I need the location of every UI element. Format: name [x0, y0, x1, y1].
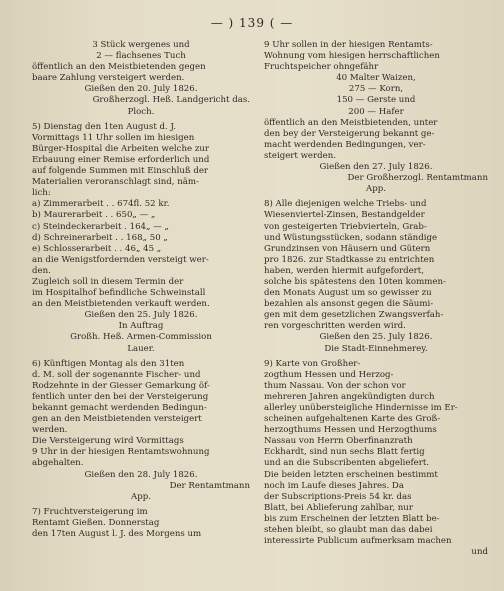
- right-column-line: gen mit dem gesetzlichen Zwangsverfah-: [264, 310, 444, 321]
- left-column-line: den 17ten August l. J. des Morgens um: [32, 529, 202, 540]
- left-column-line: abgehalten.: [32, 458, 84, 469]
- right-column-line: steigert werden.: [264, 150, 336, 161]
- left-column-line: Vormittags 11 Uhr sollen im hiesigen: [32, 132, 195, 143]
- left-column-line: fentlich unter den bei der Versteigerung: [32, 391, 209, 402]
- left-column-line: Gießen den 20. July 1826.: [84, 84, 198, 95]
- right-column-line: von gesteigerten Triebvierteln, Grab-: [264, 221, 427, 232]
- right-column-line: 275 — Korn,: [348, 84, 404, 95]
- left-column-line: gen an den Meistbietenden versteigert: [32, 414, 202, 425]
- left-column-line: öffentlich an den Meistbietenden gegen: [32, 62, 206, 73]
- right-column-line: noch im Laufe dieses Jahres. Da: [264, 480, 404, 491]
- right-column-line: 9 Uhr sollen in der hiesigen Rentamts-: [264, 40, 433, 50]
- right-column-line: allerley unübersteigliche Hindernisse im Er-: [264, 403, 458, 413]
- page-header: — ) 139 ( —: [210, 16, 294, 30]
- right-column-line: interessirte Publicum aufmerksam machen: [264, 536, 452, 547]
- left-column-line: 3 Stück wergenes und: [92, 40, 190, 50]
- right-column-line: haben, werden hiermit aufgefordert,: [264, 265, 424, 276]
- left-column-line: d) Schreinerarbeit . . 168„ 50 „: [32, 232, 168, 243]
- left-column-line: an den Meistbietenden verkauft werden.: [32, 299, 210, 310]
- right-column-line: Gießen den 25. July 1826.: [319, 332, 433, 343]
- left-column-line: a) Zimmerarbeit . . 674fl. 52 kr.: [32, 199, 170, 210]
- right-column-line: Nassau von Herrn Oberfinanzrath: [264, 436, 413, 447]
- right-column-line: herzogthums Hessen und Herzogthums: [264, 425, 437, 436]
- left-column-line: Die Versteigerung wird Vormittags: [32, 436, 184, 447]
- left-column-line: Rodzehnte in der Giesser Gemarkung öf-: [32, 380, 210, 391]
- left-column-line: den.: [32, 265, 51, 276]
- left-column-line: Gießen den 25. July 1826.: [84, 310, 198, 321]
- left-column-line: an die Wenigstfordernden versteigt wer-: [32, 254, 209, 265]
- left-column-line: Ploch.: [127, 106, 155, 117]
- left-column-line: Gießen den 28. July 1826.: [84, 469, 198, 480]
- right-column-line: den bey der Versteigerung bekannt ge-: [264, 128, 435, 139]
- right-column-line: zogthum Hessen und Herzog-: [264, 369, 394, 380]
- right-column-line: 40 Malter Waizen,: [336, 73, 416, 84]
- right-column-line: 150 — Gerste und: [336, 95, 416, 106]
- right-column-line: und: [471, 547, 488, 558]
- right-column-line: Gießen den 27. July 1826.: [319, 162, 433, 173]
- right-column: [264, 40, 488, 558]
- right-column-line: Fruchtspeicher ohngefähr: [264, 62, 379, 73]
- left-column-line: Großherzogl. Heß. Landgericht das.: [92, 95, 250, 106]
- right-column-line: 8) Alle diejenigen welche Triebs- und: [264, 199, 427, 210]
- left-column: [32, 40, 250, 540]
- left-column-line: Erbauung einer Remise erforderlich und: [32, 154, 210, 165]
- left-column-line: im Hospitalhof befindliche Schweinstall: [32, 288, 206, 299]
- left-column-line: 9 Uhr in der hiesigen Rentamtswohnung: [32, 447, 210, 458]
- left-column-line: e) Schlosserarbeit . . 46„ 45 „: [32, 243, 162, 254]
- right-column-line: mehreren Jahren angekündigten durch: [264, 391, 435, 402]
- right-column-line: macht werdenden Bedingungen, ver-: [264, 139, 426, 150]
- left-column-line: baare Zahlung versteigert werden.: [32, 73, 185, 84]
- left-column-line: 5) Dienstag den 1ten August d. J.: [32, 121, 177, 132]
- left-column-line: Lauer.: [127, 343, 155, 354]
- right-column-line: Wiesenviertel-Zinsen, Bestandgelder: [264, 210, 425, 221]
- right-column-line: App.: [366, 184, 386, 195]
- left-column-line: b) Maurerarbeit . . 650„ — „: [32, 210, 156, 221]
- left-column-line: Rentamt Gießen. Donnerstag: [32, 517, 160, 528]
- right-column-line: solche bis spätestens den 10ten kommen-: [264, 276, 446, 287]
- left-column-line: 7) Fruchtversteigerung im: [32, 506, 148, 517]
- left-column-line: werden.: [32, 425, 68, 436]
- left-column-line: Zugleich soll in diesem Termin der: [32, 276, 184, 287]
- left-column-line: d. M. soll der sogenannte Fischer- und: [32, 369, 201, 380]
- right-column-line: ren vorgeschritten werden wird.: [264, 321, 406, 332]
- right-column-line: den Monats August um so gewisser zu: [264, 288, 432, 299]
- right-column-line: und an die Subscribenten abgeliefert.: [264, 458, 430, 469]
- right-column-line: Die Stadt-Einnehmerey.: [324, 343, 428, 354]
- right-column-line: der Subscriptions-Preis 54 kr. das: [264, 491, 412, 502]
- right-column-line: und Wüstungsstücken, sodann ständige: [264, 232, 438, 243]
- right-column-line: Grundzinsen von Häusern und Gütern: [264, 243, 431, 254]
- left-column-line: bekannt gemacht werdenden Bedingun-: [32, 403, 207, 413]
- right-column-line: scheinen aufgehaltenen Karte des Groß-: [264, 414, 441, 425]
- right-column-line: bis zum Erscheinen der letzten Blatt be-: [264, 513, 440, 524]
- right-column-line: Wohnung vom hiesigen herrschaftlichen: [264, 51, 440, 62]
- left-column-line: Materialien veroranschlagt sind, näm-: [32, 177, 199, 188]
- left-column-line: 6) Künftigen Montag als den 31ten: [32, 358, 185, 369]
- right-column-line: öffentlich an den Meistbietenden, unter: [264, 117, 438, 128]
- left-column-line: App.: [131, 491, 151, 502]
- left-column-line: Großh. Heß. Armen-Commission: [70, 332, 212, 343]
- right-column-line: Blatt, bei Ablieferung zahlbar, nur: [264, 502, 413, 513]
- left-column-line: auf folgende Summen mit Einschluß der: [32, 166, 209, 177]
- right-column-line: Der Großherzogl. Rentamtmann: [347, 173, 488, 184]
- right-column-line: Eckhardt, sind nun sechs Blatt fertig: [264, 447, 425, 458]
- left-column-line: In Auftrag: [118, 321, 164, 332]
- right-column-line: bezahlen als ansonst gegen die Säumi-: [264, 299, 434, 310]
- left-column-line: Der Rentamtmann: [169, 480, 250, 491]
- right-column-line: stehen bleibt, so glaubt man das dabei: [264, 525, 433, 536]
- right-column-line: pro 1826. zur Stadtkasse zu entrichten: [264, 254, 435, 265]
- left-column-line: c) Steindeckerarbeit . 164„ — „: [32, 221, 169, 232]
- right-column-line: 9) Karte von Großher-: [264, 358, 361, 369]
- right-column-line: thum Nassau. Von der schon vor: [264, 380, 406, 391]
- left-column-line: 2 — flachsenes Tuch: [96, 51, 186, 62]
- right-column-line: Die beiden letzten erscheinen bestimmt: [264, 469, 438, 480]
- left-column-line: lich:: [32, 188, 51, 199]
- right-column-line: 200 — Hafer: [348, 106, 404, 117]
- left-column-line: Bürger-Hospital die Arbeiten welche zur: [32, 143, 209, 154]
